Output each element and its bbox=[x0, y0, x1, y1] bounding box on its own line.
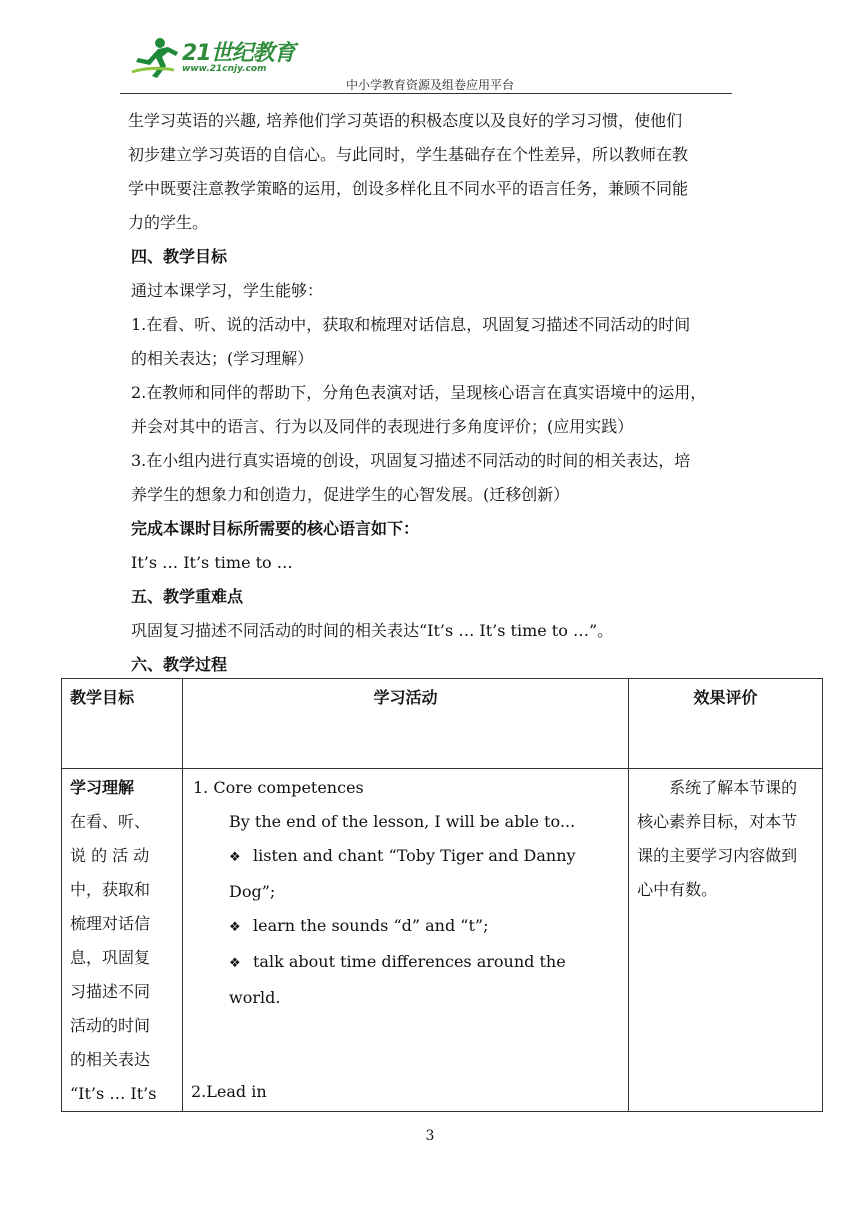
activity-intro: By the end of the lesson, I will be able to... bbox=[229, 812, 576, 831]
platform-title: 中小学教育资源及组卷应用平台 bbox=[345, 78, 514, 92]
evaluation-line: 核心素养目标，对本节 bbox=[637, 812, 798, 831]
header-cell-evaluation: 效果评价 bbox=[629, 679, 823, 769]
teaching-process-table bbox=[61, 678, 823, 1112]
core-language: It’s … It’s time to … bbox=[131, 553, 293, 572]
evaluation-cell bbox=[629, 769, 823, 1112]
goal-line: 说 的 活 动 bbox=[70, 846, 150, 865]
page-header bbox=[0, 0, 860, 100]
paragraph-line: 学中既要注意教学策略的运用，创设多样化且不同水平的语言任务，兼顾不同能 bbox=[128, 179, 689, 198]
goal-line: 中，获取和 bbox=[70, 880, 151, 899]
section-heading: 五、教学重难点 bbox=[131, 587, 244, 606]
diamond-bullet-icon: ❖ bbox=[229, 956, 241, 971]
paragraph-line: 初步建立学习英语的自信心。与此同时，学生基础存在个性差异，所以教师在教 bbox=[128, 145, 689, 164]
table-header-row bbox=[62, 679, 823, 769]
header-divider bbox=[120, 93, 732, 94]
goal-cell bbox=[62, 769, 183, 1112]
goal-line: 的相关表达 bbox=[70, 1050, 151, 1069]
key-point: 巩固复习描述不同活动的时间的相关表达“It’s … It’s time to …”。 bbox=[131, 621, 614, 640]
core-language-heading: 完成本课时目标所需要的核心语言如下： bbox=[131, 519, 420, 538]
section-heading: 四、教学目标 bbox=[131, 247, 228, 266]
logo-text: 21世纪教育 bbox=[182, 41, 295, 66]
runner-logo-icon bbox=[130, 36, 180, 80]
evaluation-line: 心中有数。 bbox=[637, 880, 718, 899]
diamond-bullet-icon: ❖ bbox=[229, 850, 241, 865]
goal-line: “It’s … It’s bbox=[70, 1084, 157, 1103]
table-row bbox=[62, 769, 823, 1112]
section-heading: 六、教学过程 bbox=[131, 655, 228, 674]
logo-url: www.21cnjy.com bbox=[182, 64, 267, 74]
goal-line: 息，巩固复 bbox=[70, 948, 151, 967]
goal-title: 学习理解 bbox=[70, 778, 135, 797]
paragraph-line: 力的学生。 bbox=[128, 213, 209, 232]
objective-line: 养学生的想象力和创造力，促进学生的心智发展。(迁移创新） bbox=[131, 485, 570, 504]
header-cell-goal: 教学目标 bbox=[62, 679, 183, 769]
evaluation-line: 课的主要学习内容做到 bbox=[637, 846, 798, 865]
evaluation-line: 系统了解本节课的 bbox=[669, 778, 798, 797]
lead-in-label: 2.Lead in bbox=[191, 1082, 267, 1101]
objective-line: 的相关表达；(学习理解） bbox=[131, 349, 314, 368]
goal-line: 活动的时间 bbox=[70, 1016, 151, 1035]
list-item: ❖ listen and chant “Toby Tiger and Danny Dog”; bbox=[193, 839, 622, 909]
goal-line: 梳理对话信 bbox=[70, 914, 151, 933]
goal-line: 习描述不同 bbox=[70, 982, 151, 1001]
activity-title: 1. Core competences bbox=[193, 778, 364, 797]
objective-line: 1.在看、听、说的活动中，获取和梳理对话信息，巩固复习描述不同活动的时间 bbox=[131, 315, 691, 334]
paragraph-line: 通过本课学习，学生能够： bbox=[131, 281, 324, 300]
list-item: ❖ talk about time differences around the world. bbox=[193, 945, 622, 1015]
objective-line: 并会对其中的语言、行为以及同伴的表现进行多角度评价；(应用实践） bbox=[131, 417, 634, 436]
document-body bbox=[128, 104, 731, 682]
diamond-bullet-icon: ❖ bbox=[229, 920, 241, 935]
activity-cell bbox=[183, 769, 629, 1112]
page-number: 3 bbox=[425, 1128, 435, 1144]
list-item: ❖ learn the sounds “d” and “t”; bbox=[193, 909, 622, 945]
goal-line: 在看、听、 bbox=[70, 812, 151, 831]
objective-line: 2.在教师和同伴的帮助下，分角色表演对话，呈现核心语言在真实语境中的运用， bbox=[131, 383, 707, 402]
objective-line: 3.在小组内进行真实语境的创设，巩固复习描述不同活动的时间的相关表达，培 bbox=[131, 451, 691, 470]
header-cell-activity: 学习活动 bbox=[183, 679, 629, 769]
paragraph-line: 生学习英语的兴趣, 培养他们学习英语的积极态度以及良好的学习习惯，使他们 bbox=[128, 111, 683, 130]
